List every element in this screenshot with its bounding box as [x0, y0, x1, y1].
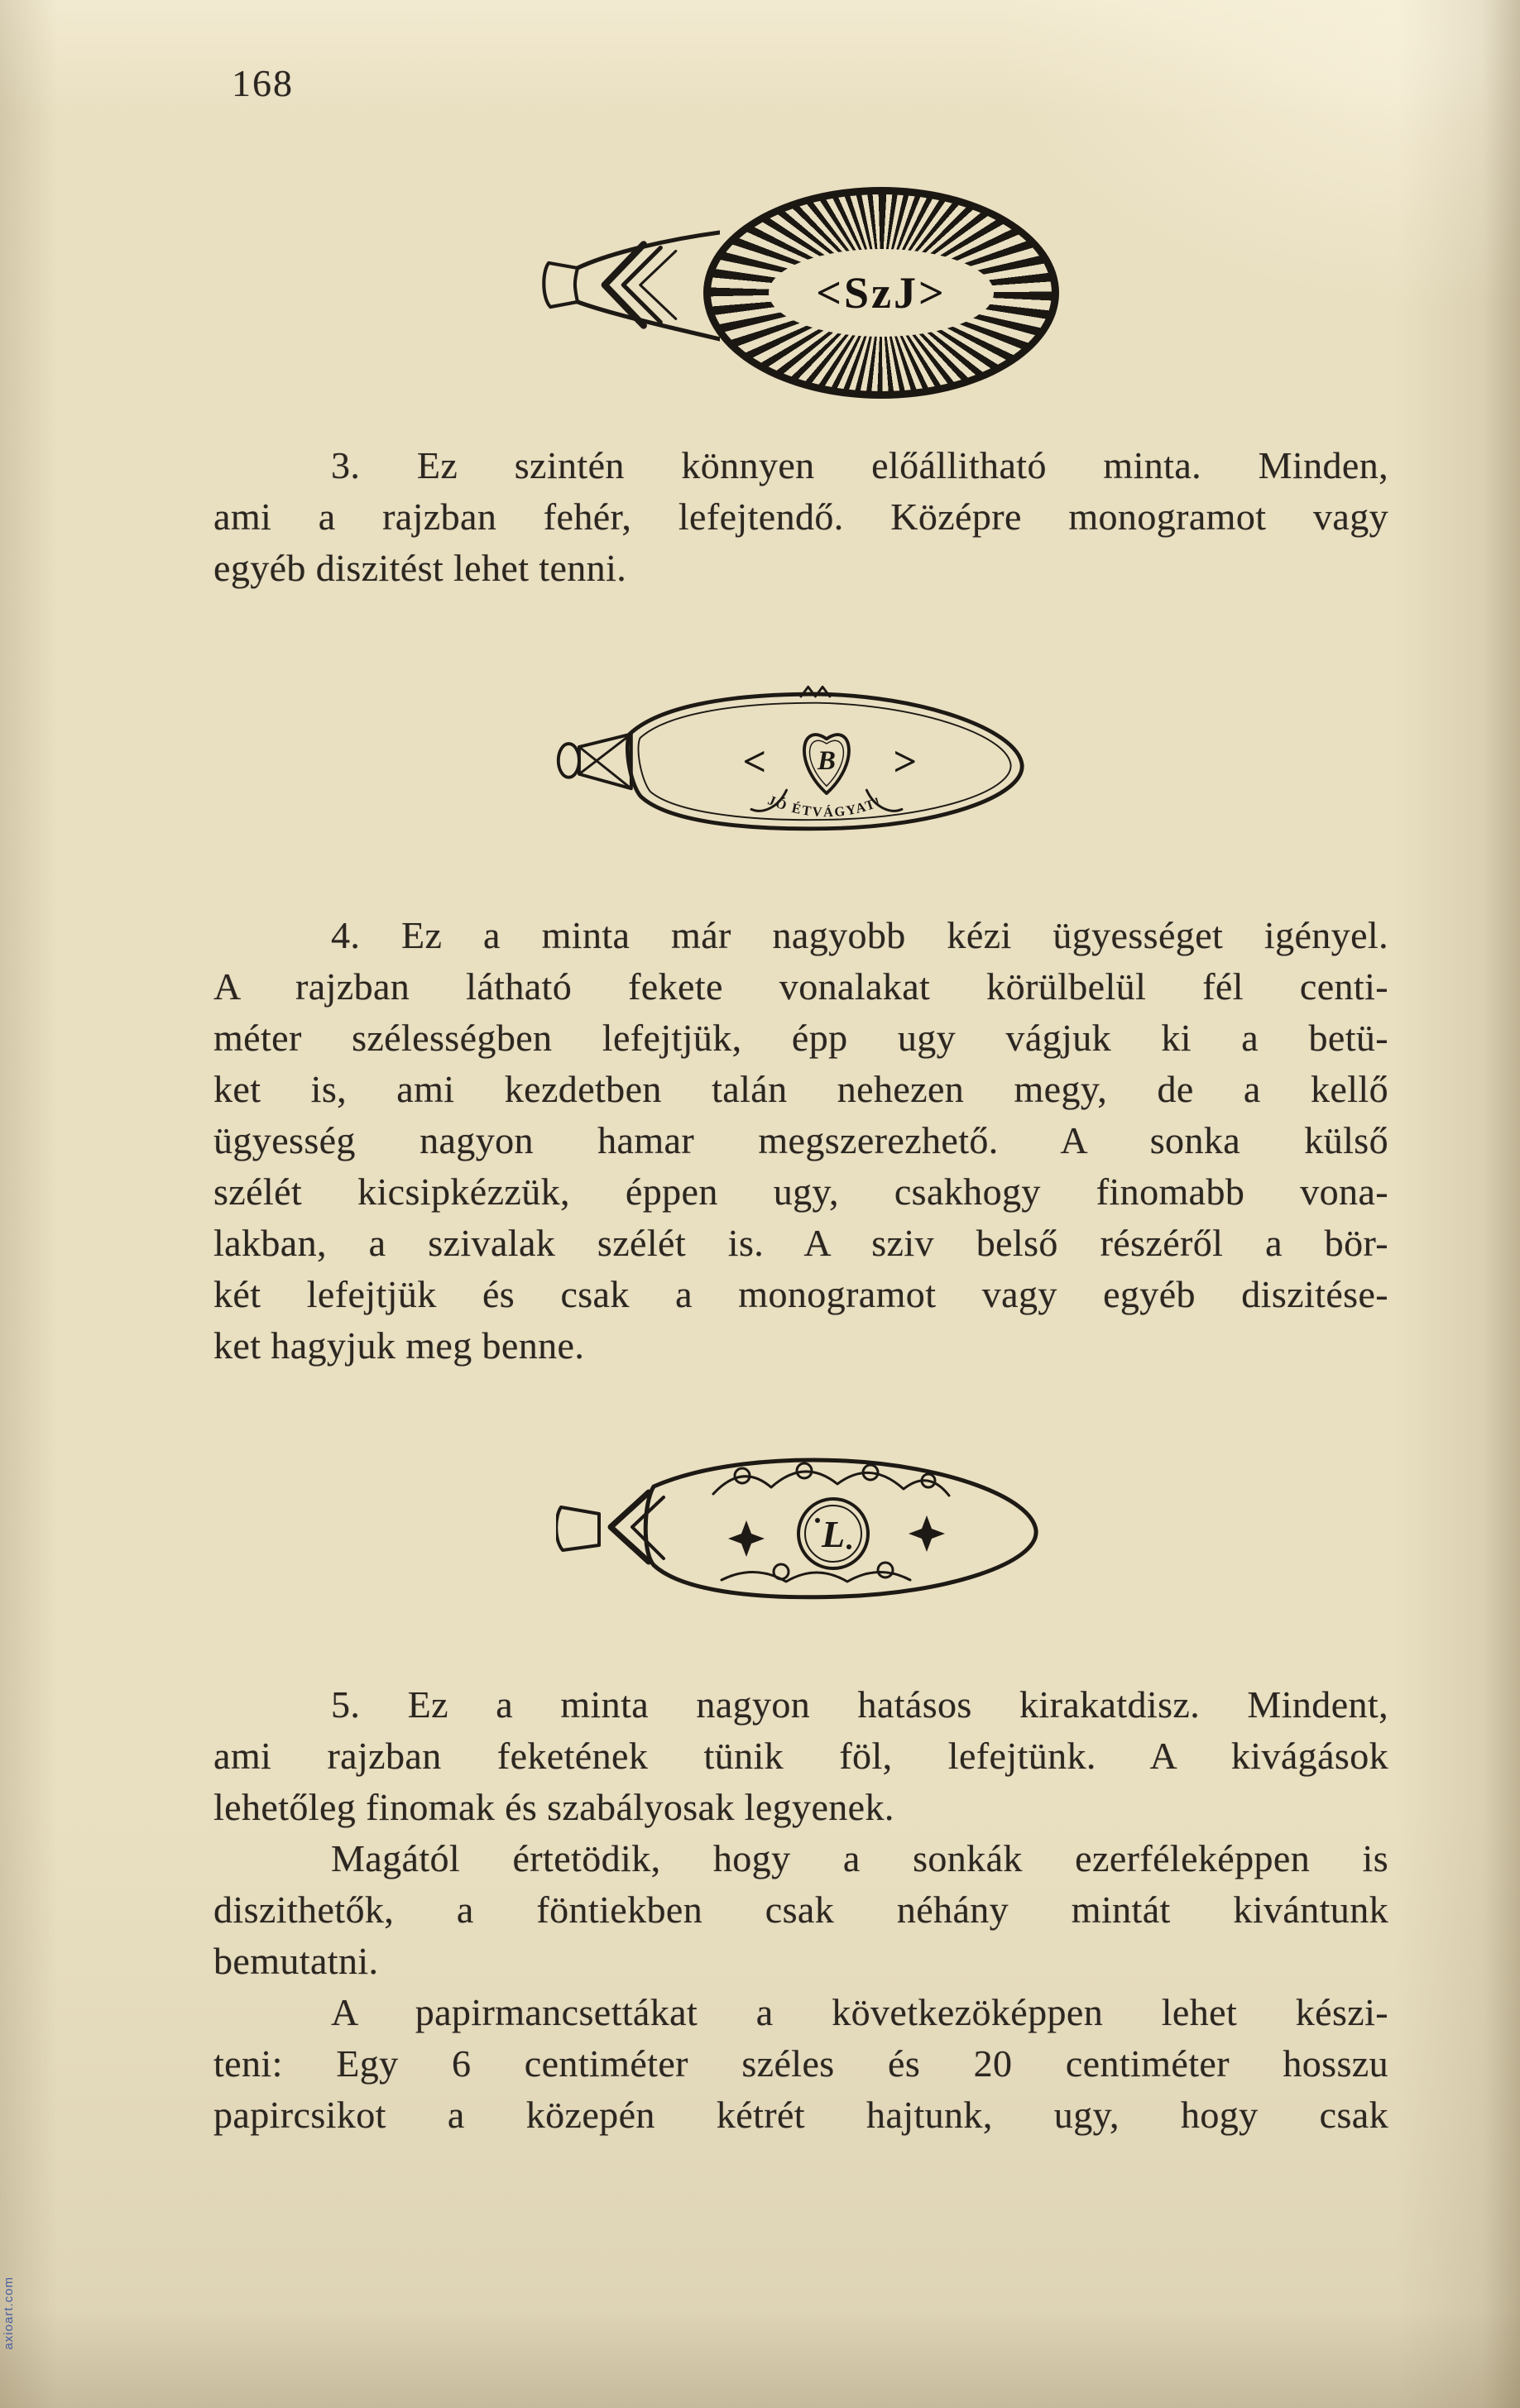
text-line: egyéb diszitést lehet tenni. — [213, 547, 627, 589]
paragraph-5 — [213, 1679, 1388, 2141]
text-line: 5. Ez a minta nagyon hatásos kirakatdisz. Mindent, — [331, 1683, 1388, 1726]
text-line: A rajzban látható fekete vonalakat körülbelül fél centi- — [213, 965, 1388, 1008]
text-line: lakban, a szivalak szélét is. A sziv belső részéről a bör- — [213, 1222, 1388, 1264]
monogram-panel — [769, 249, 994, 337]
text-line: lehetőleg finomak és szabályosak legyenek. — [213, 1786, 894, 1828]
library-watermark: axioart.com — [2, 2276, 16, 2350]
shank-cap — [556, 1507, 599, 1550]
text-line: teni: Egy 6 centiméter széles és 20 centiméter hosszu — [213, 2042, 1388, 2085]
shank-bow — [579, 734, 631, 788]
text-line: méter szélességben lefejtjük, épp ugy vágjuk ki a betü- — [213, 1017, 1388, 1059]
figure-ham-sunburst — [542, 185, 1179, 390]
text-line: diszithetők, a föntiekben csak néhány mintát kivántunk — [213, 1889, 1388, 1931]
text-line: bemutatni. — [213, 1940, 379, 1982]
ham-shank-icon — [542, 218, 720, 355]
heart-monogram: B — [817, 745, 836, 776]
paragraph-4 — [213, 910, 1388, 1372]
sunburst-ring — [703, 187, 1059, 399]
medallion-monogram: L — [821, 1513, 846, 1555]
star-right — [909, 1515, 945, 1552]
text-line: A papirmancsettákat a következöképpen lehet készi- — [331, 1991, 1388, 2033]
text-line: Magától értetödik, hogy a sonkák ezerféleképpen is — [331, 1837, 1388, 1879]
ham-heart-drawing — [553, 670, 1049, 855]
paragraph-3 — [213, 440, 1388, 594]
figure-caption: JÓ ÉTVÁGYAT! — [765, 792, 885, 821]
text-line: ügyesség nagyon hamar megszerezhető. A sonka külső — [213, 1119, 1388, 1161]
text-line: 3. Ez szintén könnyen előállitható minta. Minden, — [331, 444, 1388, 486]
ham-stars-drawing — [556, 1441, 1052, 1615]
text-line: 4. Ez a minta már nagyobb kézi ügyességet igényel. — [331, 914, 1388, 956]
text-line: két lefejtjük és csak a monogramot vagy egyéb diszitése- — [213, 1273, 1388, 1315]
page-number: 168 — [232, 62, 294, 104]
monogram-text: <SzJ> — [816, 268, 947, 318]
text-line: ami a rajzban fehér, lefejtendő. Középre monogramot vagy — [213, 495, 1388, 538]
left-arrow-mark: < — [742, 738, 767, 785]
shank-chevron — [611, 1492, 649, 1562]
shank-ring — [559, 744, 579, 778]
star-left — [728, 1520, 765, 1557]
text-line: ami rajzban feketének tünik föl, lefejtünk. A kivágások — [213, 1735, 1388, 1777]
figure-ham-heart — [553, 670, 1049, 856]
figure-ham-stars — [556, 1441, 1052, 1616]
ring-right — [878, 1563, 893, 1577]
text-line: ket hagyjuk meg benne. — [213, 1324, 585, 1367]
right-arrow-mark: > — [893, 738, 918, 785]
text-line: papircsikot a közepén kétrét hajtunk, ugy, hogy csak — [213, 2094, 1388, 2136]
text-line: szélét kicsipkézzük, éppen ugy, csakhogy finomabb vona- — [213, 1170, 1388, 1213]
text-line: ket is, ami kezdetben talán nehezen megy, de a kellő — [213, 1068, 1388, 1110]
